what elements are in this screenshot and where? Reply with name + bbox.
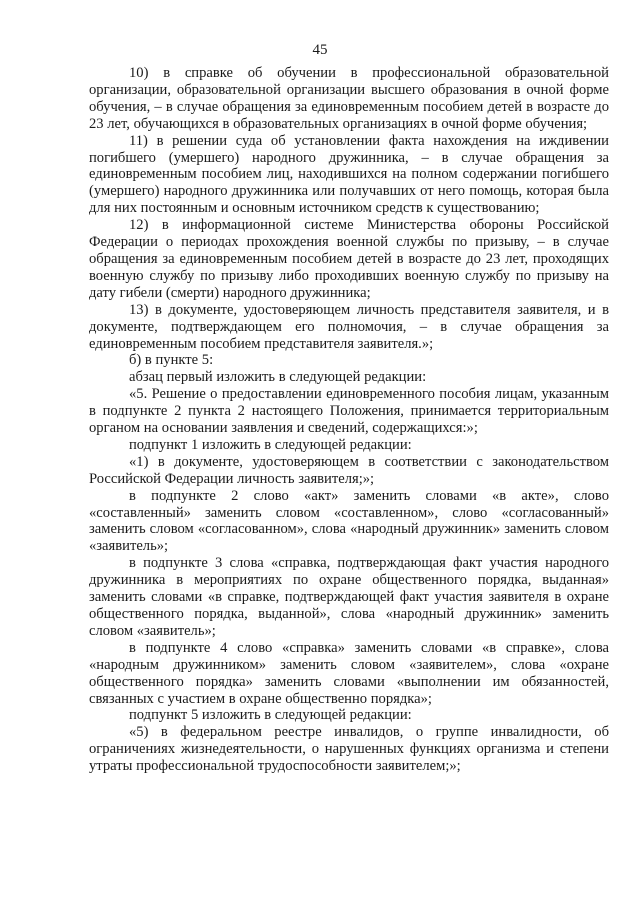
paragraph-first-paragraph-instruction: абзац первый изложить в следующей редакции: <box>129 369 427 386</box>
paragraph-subpoint-1-text: «1) в документе, удостоверяющем в соответствии с законодательством Российской Федерации личность заявителя;»; <box>89 453 609 487</box>
paragraph-item-11: 11) в решении суда об установлении факта нахождения на иждивении погибшего (умершего) народного дружинника, – в случае обращения за единовременным пособием лиц, находившихся на полном содержании погибшего (умершего) народного дружинника или получавших от него помощь, которая была для них постоянным и основным источником средств к существованию; <box>89 132 609 217</box>
paragraph-subpoint-1-instruction: подпункт 1 изложить в следующей редакции: <box>129 436 412 453</box>
paragraph-subpoint-4-amendment: в подпункте 4 слово «справка» заменить словами «в справке», слова «народным дружинником» заменить словом «заявителем», слова «охране общественного порядка» заменить словами «выполнении им обязанностей, связанных с участием в охране общественно порядка»; <box>89 639 609 707</box>
paragraph-point-b: б) в пункте 5: <box>129 352 214 369</box>
document-body <box>89 65 609 775</box>
paragraph-point-5-text: «5. Решение о предоставлении единовременного пособия лицам, указанным в подпункте 2 пункта 2 настоящего Положения, принимается территориальным органом на основании заявления и сведений, содержащихся:»; <box>89 386 609 437</box>
paragraph-subpoint-5-text: «5) в федеральном реестре инвалидов, о группе инвалидности, об ограничениях жизнедеятельности, о нарушенных функциях организма и степени утраты профессиональной трудоспособности заявителем;»; <box>89 724 609 775</box>
paragraph-subpoint-3-amendment: в подпункте 3 слова «справка, подтверждающая факт участия народного дружинника в мероприятиях по охране общественного порядка, выданная» заменить словами «в справке, подтверждающей факт участия заявителя в охране общественного порядка, выданной», слова «народный дружинник» заменить словом «заявитель»; <box>89 555 609 639</box>
page-number: 45 <box>312 42 328 58</box>
paragraph-subpoint-2-amendment: в подпункте 2 слово «акт» заменить словами «в акте», слово «составленный» заменить словом «составленном», слово «согласованный» заменить словом «согласованном», слова «народный дружинник» заменить словом «заявитель»; <box>89 487 609 555</box>
paragraph-item-10: 10) в справке об обучении в профессиональной образовательной организации, образовательной организации высшего образования в очной форме обучения, – в случае обращения за единовременным пособием детей в возрасте до 23 лет, обучающихся в образовательных организациях в очной форме обучения; <box>89 65 609 132</box>
paragraph-subpoint-5-instruction: подпункт 5 изложить в следующей редакции: <box>129 707 412 724</box>
paragraph-item-13: 13) в документе, удостоверяющем личность представителя заявителя, и в документе, подтверждающем его полномочия, – в случае обращения за единовременным пособием представителя заявителя.»; <box>89 301 609 352</box>
paragraph-item-12: 12) в информационной системе Министерства обороны Российской Федерации о периодах прохождения военной службы по призыву, – в случае обращения за единовременным пособием детей в возрасте до 23 лет, проходящих военную службу по призыву либо проходивших военную службу по призыву на дату гибели (смерти) народного дружинника; <box>89 217 609 301</box>
